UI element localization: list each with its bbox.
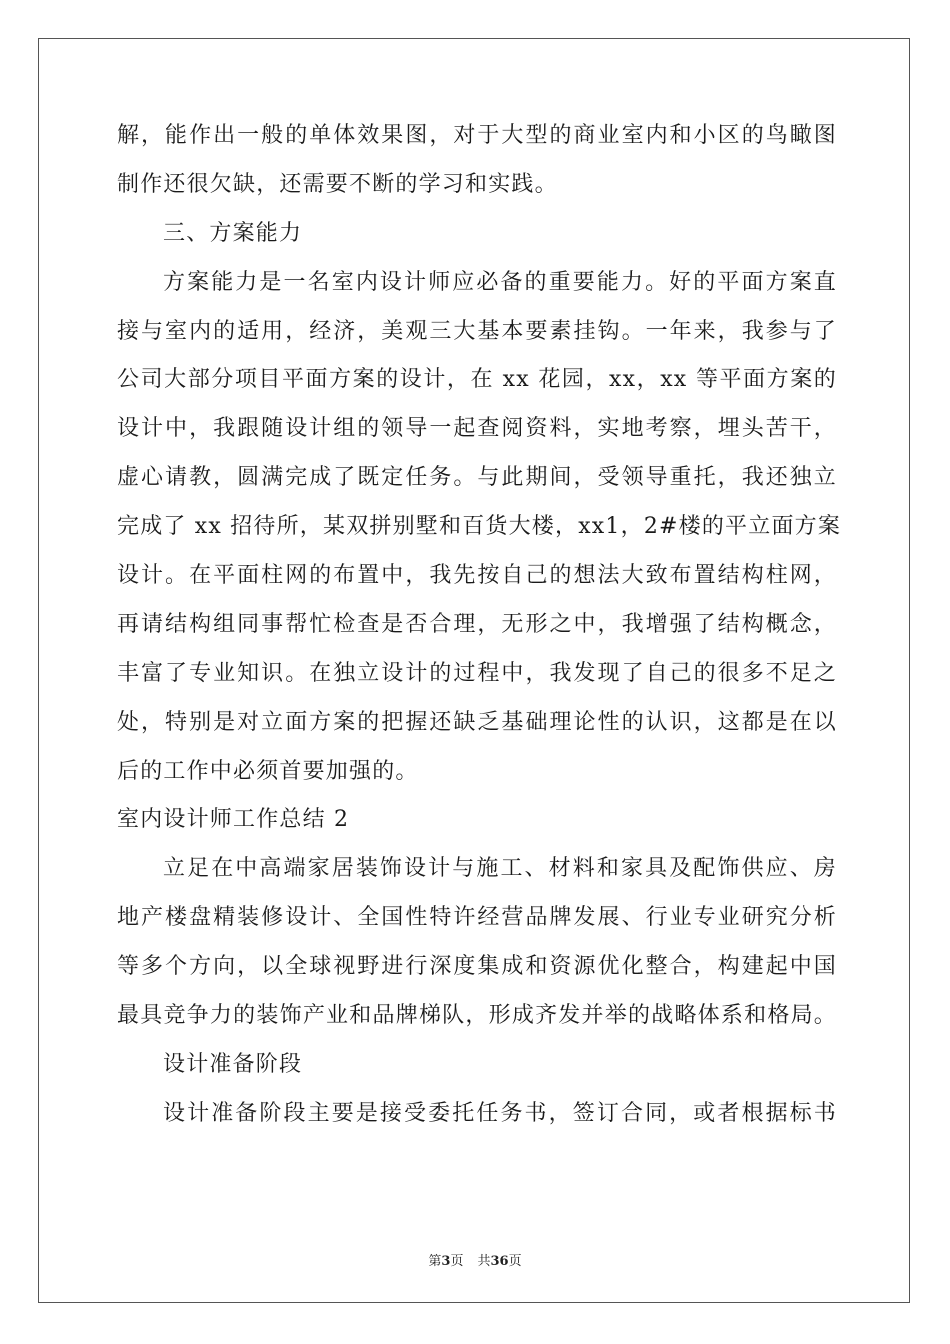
text-line: 处，特别是对立面方案的把握还缺乏基础理论性的认识，这都是在以 — [117, 709, 837, 735]
text-line: 设计。在平面柱网的布置中，我先按自己的想法大致布置结构柱网， — [117, 563, 837, 589]
text-line: 地产楼盘精装修设计、全国性特许经营品牌发展、行业专业研究分析 — [117, 905, 837, 931]
text-line: 丰富了专业知识。在独立设计的过程中，我发现了自己的很多不足之 — [117, 660, 837, 686]
text-line: 完成了 xx 招待所，某双拼别墅和百货大楼，xx1，2#楼的平立面方案 — [117, 514, 842, 540]
text-line: 设计中，我跟随设计组的领导一起查阅资料，实地考察，埋头苦干， — [117, 416, 837, 442]
text-line: 公司大部分项目平面方案的设计，在 xx 花园，xx，xx 等平面方案的 — [117, 367, 837, 393]
page-number: 3 — [441, 1254, 451, 1269]
page-unit: 页 — [450, 1254, 464, 1269]
text-line: 最具竞争力的装饰产业和品牌梯队，形成齐发并举的战略体系和格局。 — [117, 1003, 837, 1029]
page-footer — [0, 1250, 950, 1269]
text-line: 后的工作中必须首要加强的。 — [117, 758, 419, 784]
text-line: 设计准备阶段主要是接受委托任务书，签订合同，或者根据标书 — [163, 1100, 837, 1126]
document-body — [117, 123, 842, 1151]
total-pages: 36 — [490, 1254, 509, 1269]
text-line: 制作还很欠缺，还需要不断的学习和实践。 — [117, 171, 558, 197]
total-prefix: 共 — [477, 1254, 491, 1269]
document-title: 室内设计师工作总结 2 — [117, 807, 350, 833]
text-line: 虚心请教，圆满完成了既定任务。与此期间，受领导重托，我还独立 — [117, 465, 837, 491]
text-line: 方案能力是一名室内设计师应必备的重要能力。好的平面方案直 — [163, 269, 837, 295]
text-line: 解，能作出一般的单体效果图，对于大型的商业室内和小区的鸟瞰图 — [117, 123, 837, 148]
section-heading: 设计准备阶段 — [163, 1051, 303, 1077]
text-line: 等多个方向，以全球视野进行深度集成和资源优化整合，构建起中国 — [117, 954, 837, 980]
page-prefix: 第 — [428, 1254, 442, 1269]
total-unit: 页 — [508, 1254, 522, 1269]
text-line: 再请结构组同事帮忙检查是否合理，无形之中，我增强了结构概念， — [117, 611, 837, 637]
text-line: 立足在中高端家居装饰设计与施工、材料和家具及配饰供应、房 — [163, 856, 837, 882]
text-line: 接与室内的适用，经济，美观三大基本要素挂钩。一年来，我参与了 — [117, 318, 837, 344]
section-heading: 三、方案能力 — [163, 220, 303, 246]
